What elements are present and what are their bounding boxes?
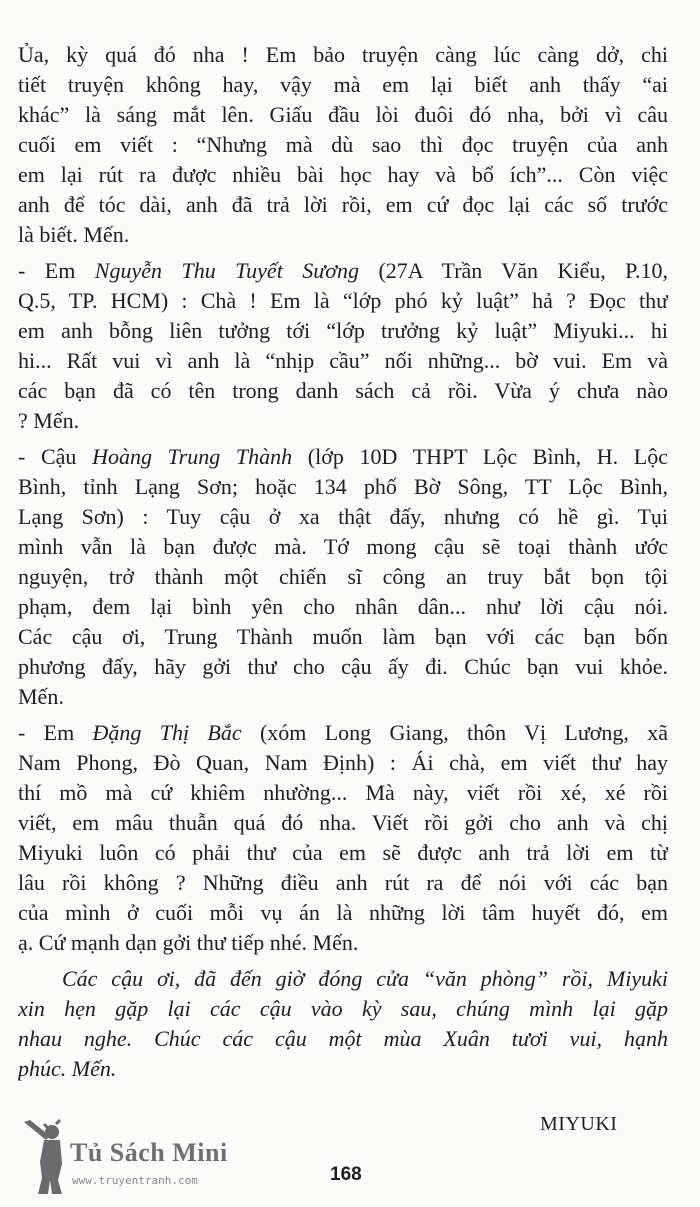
text-line — [18, 718, 668, 748]
text-segment: Các cậu ơi, đã đến giờ đóng cửa “văn phòng” rồi, Miyuki — [62, 966, 668, 991]
text-segment: phạm, đem lại bình yên cho nhân dân... như lời cậu nói. — [18, 594, 668, 619]
recipient-name: Nguyễn Thu Tuyết Sương — [94, 258, 360, 283]
text-line — [18, 808, 668, 838]
text-segment: ạ. Cứ mạnh dạn gởi thư tiếp nhé. Mến. — [18, 930, 359, 955]
text-segment: xin hẹn gặp lại các cậu vào kỳ sau, chúng mình lại gặp — [18, 996, 668, 1021]
paragraph — [18, 964, 668, 1084]
text-line — [18, 442, 668, 472]
text-line — [18, 592, 668, 622]
paragraph — [18, 718, 668, 958]
text-segment: nhau nghe. Chúc các cậu một mùa Xuân tươi vui, hạnh — [18, 1026, 668, 1051]
text-line — [18, 868, 668, 898]
text-segment: Lạng Sơn) : Tuy cậu ở xa thật đấy, nhưng có hề gì. Tụi — [18, 504, 668, 529]
text-line — [18, 502, 668, 532]
text-segment: Nam Phong, Đò Quan, Nam Định) : Ái chà, em viết thư hay — [18, 750, 668, 775]
text-segment: các bạn đã có tên trong danh sách cả rồi. Vừa ý chưa nào — [18, 378, 668, 403]
page-number: 168 — [330, 1164, 362, 1185]
text-line — [18, 100, 668, 130]
text-segment: Ủa, kỳ quá đó nha ! Em bảo truyện càng lúc càng dở, chi — [18, 42, 668, 67]
text-line — [18, 622, 668, 652]
text-segment: mình vẫn là bạn được mà. Tớ mong cậu sẽ toại thành ước — [18, 534, 668, 559]
text-segment: phúc. Mến. — [18, 1056, 117, 1081]
text-segment: ? Mến. — [18, 408, 80, 433]
watermark-url: www.truyentranh.com — [72, 1174, 198, 1187]
text-line — [18, 220, 668, 250]
text-line — [18, 346, 668, 376]
text-segment: của mình ở cuối mỗi vụ án là những lời tâm huyết đó, em — [18, 900, 668, 925]
recipient-name: Hoàng Trung Thành — [92, 444, 293, 469]
text-segment: em lại rút ra được nhiều bài học hay và bổ ích”... Còn việc — [18, 162, 668, 187]
text-line — [18, 190, 668, 220]
text-segment: phương đấy, hãy gởi thư cho cậu ấy đi. Chúc bạn vui khỏe. — [18, 654, 668, 679]
text-segment: (lớp 10D THPT Lộc Bình, H. Lộc — [292, 444, 668, 469]
text-line — [18, 406, 668, 436]
watermark-logo — [22, 1118, 282, 1204]
text-line — [18, 286, 668, 316]
text-segment: thí mồ mà cứ khiêm nhường... Mà này, viết rồi xé, xé rồi — [18, 780, 668, 805]
text-segment: hi... Rất vui vì anh là “nhịp cầu” nối những... bờ vui. Em và — [18, 348, 668, 373]
text-line — [18, 1024, 668, 1054]
text-segment: - Em — [18, 258, 95, 283]
text-segment: (xóm Long Giang, thôn Vị Lương, xã — [241, 720, 668, 745]
text-line — [18, 778, 668, 808]
text-segment: (27A Trần Văn Kiểu, P.10, — [359, 258, 668, 283]
text-line — [18, 748, 668, 778]
text-line — [18, 838, 668, 868]
text-line — [18, 898, 668, 928]
text-line — [18, 130, 668, 160]
text-line — [18, 376, 668, 406]
text-line — [18, 70, 668, 100]
text-line — [18, 160, 668, 190]
text-line — [18, 532, 668, 562]
text-segment: là biết. Mến. — [18, 222, 130, 247]
text-segment: khác” là sáng mắt lên. Giấu đầu lòi đuôi đó nha, bởi vì câu — [18, 102, 668, 127]
text-segment: viết, em mâu thuẫn quá đó nha. Viết rồi gởi cho anh và chị — [18, 810, 668, 835]
text-segment: Miyuki luôn có phải thư của em sẽ được anh trả lời em từ — [18, 840, 668, 865]
text-line — [18, 316, 668, 346]
text-line — [18, 682, 668, 712]
text-line — [18, 652, 668, 682]
paragraph — [18, 442, 668, 712]
text-segment: cuối em viết : “Nhưng mà dù sao thì đọc truyện của anh — [18, 132, 668, 157]
text-line — [18, 1054, 668, 1084]
recipient-name: Đặng Thị Bắc — [92, 720, 242, 745]
text-segment: - Cậu — [18, 444, 93, 469]
text-line — [18, 562, 668, 592]
text-line — [18, 994, 668, 1024]
text-line — [18, 40, 668, 70]
paragraph — [18, 40, 668, 250]
text-segment: Các cậu ơi, Trung Thành muốn làm bạn với các bạn bốn — [18, 624, 668, 649]
text-segment: em anh bỗng liên tưởng tới “lớp trưởng kỷ luật” Miyuki... hi — [18, 318, 668, 343]
text-line — [18, 928, 668, 958]
text-segment: Mến. — [18, 684, 64, 709]
text-segment: anh để tóc dài, anh đã trả lời rồi, em cứ đọc lại các số trước — [18, 192, 668, 217]
text-segment: nguyện, trở thành một chiến sĩ công an truy bắt bọn tội — [18, 564, 668, 589]
text-segment: tiết truyện không hay, vậy mà em lại biết anh thấy “ai — [18, 72, 668, 97]
text-line — [18, 964, 668, 994]
paragraph — [18, 256, 668, 436]
text-segment: Q.5, TP. HCM) : Chà ! Em là “lớp phó kỷ luật” hả ? Đọc thư — [18, 288, 668, 313]
signature: MIYUKI — [540, 1113, 618, 1135]
text-line — [18, 256, 668, 286]
text-segment: Bình, tỉnh Lạng Sơn; hoặc 134 phố Bờ Sông, TT Lộc Bình, — [18, 474, 668, 499]
watermark-title: Tủ Sách Mini — [70, 1138, 228, 1167]
text-segment: - Em — [18, 720, 93, 745]
text-line — [18, 472, 668, 502]
text-segment: lâu rồi không ? Những điều anh rút ra để nói với các bạn — [18, 870, 668, 895]
